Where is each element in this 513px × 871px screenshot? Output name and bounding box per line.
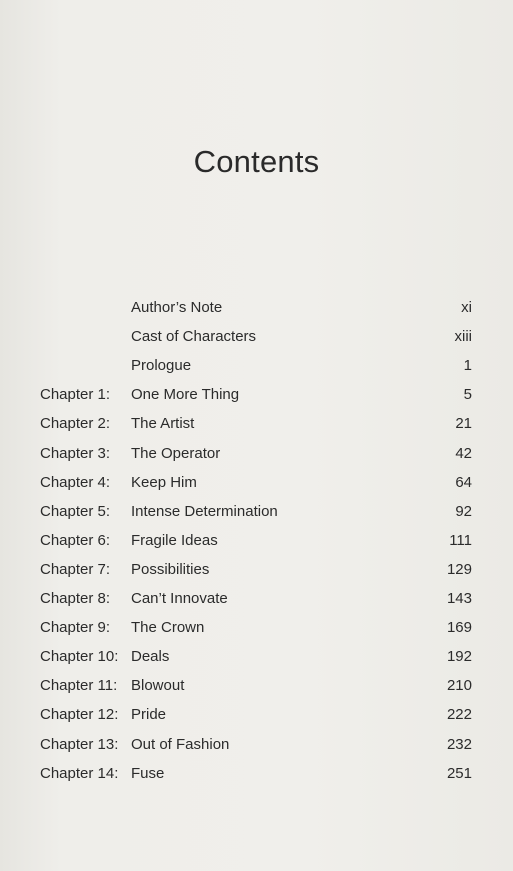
chapter-number: Chapter 11:	[40, 677, 118, 695]
chapter-number: Chapter 8:	[40, 590, 111, 607]
page-number: 64	[455, 473, 472, 491]
page-title: Contents	[193, 144, 320, 179]
toc-entry	[0, 296, 513, 320]
chapter-number: Chapter 4:	[40, 473, 111, 491]
page-number: 222	[446, 706, 472, 724]
toc-entry	[0, 354, 513, 378]
chapter-number: Chapter 14:	[40, 764, 119, 782]
page-number: xiii	[454, 328, 472, 346]
chapter-number: Chapter 3:	[40, 444, 111, 462]
page-number: 111	[449, 531, 472, 549]
toc-entry	[0, 733, 513, 757]
toc-entry	[0, 703, 513, 727]
page-number: 192	[446, 648, 472, 666]
toc-entry	[0, 529, 513, 553]
chapter-title: Blowout	[131, 677, 185, 695]
chapter-number: Chapter 6:	[40, 531, 111, 549]
chapter-number: Chapter 12:	[40, 706, 119, 724]
toc-entry	[0, 383, 513, 407]
chapter-title: Pride	[131, 706, 167, 724]
toc-entry	[0, 412, 513, 436]
page-number: 210	[446, 677, 472, 695]
chapter-title: The Artist	[131, 415, 195, 433]
page-number: 143	[446, 590, 472, 607]
chapter-title: Can’t Innovate	[131, 590, 228, 607]
chapter-title: Possibilities	[131, 560, 210, 578]
page-number: xi	[461, 299, 472, 316]
chapter-title: Deals	[131, 648, 170, 666]
page-number: 1	[463, 357, 472, 375]
chapter-number: Chapter 5:	[40, 502, 111, 520]
chapter-number: Chapter 9:	[40, 619, 111, 637]
page-number: 42	[455, 444, 472, 462]
toc-entry	[0, 762, 513, 786]
chapter-number: Chapter 1:	[40, 386, 111, 404]
chapter-title: The Crown	[131, 619, 205, 637]
chapter-number: Chapter 2:	[40, 415, 111, 433]
chapter-title: The Operator	[131, 444, 221, 462]
chapter-title: Cast of Characters	[131, 328, 257, 346]
page-number: 92	[455, 502, 472, 520]
chapter-number: Chapter 7:	[40, 560, 111, 578]
page-number: 129	[446, 560, 472, 578]
toc-entry	[0, 325, 513, 349]
chapter-number: Chapter 13:	[40, 735, 119, 753]
page-number: 5	[463, 386, 472, 404]
toc-entry	[0, 645, 513, 669]
chapter-title: Out of Fashion	[131, 735, 230, 753]
toc-entry	[0, 587, 513, 611]
toc-entry	[0, 674, 513, 698]
page-number: 169	[446, 619, 472, 637]
toc-entry	[0, 471, 513, 495]
page-number: 21	[455, 415, 472, 433]
chapter-title: Intense Determination	[131, 502, 278, 520]
page-number: 232	[446, 735, 472, 753]
chapter-title: Keep Him	[131, 473, 197, 491]
toc-entry	[0, 500, 513, 524]
page-number: 251	[446, 764, 472, 782]
chapter-title: Prologue	[131, 357, 192, 375]
toc-entry	[0, 558, 513, 582]
chapter-title: One More Thing	[131, 386, 240, 404]
chapter-title: Fragile Ideas	[131, 531, 218, 549]
toc-entry	[0, 616, 513, 640]
chapter-title: Author’s Note	[131, 299, 223, 316]
chapter-number: Chapter 10:	[40, 648, 119, 666]
toc-entry	[0, 442, 513, 466]
chapter-title: Fuse	[131, 764, 165, 782]
